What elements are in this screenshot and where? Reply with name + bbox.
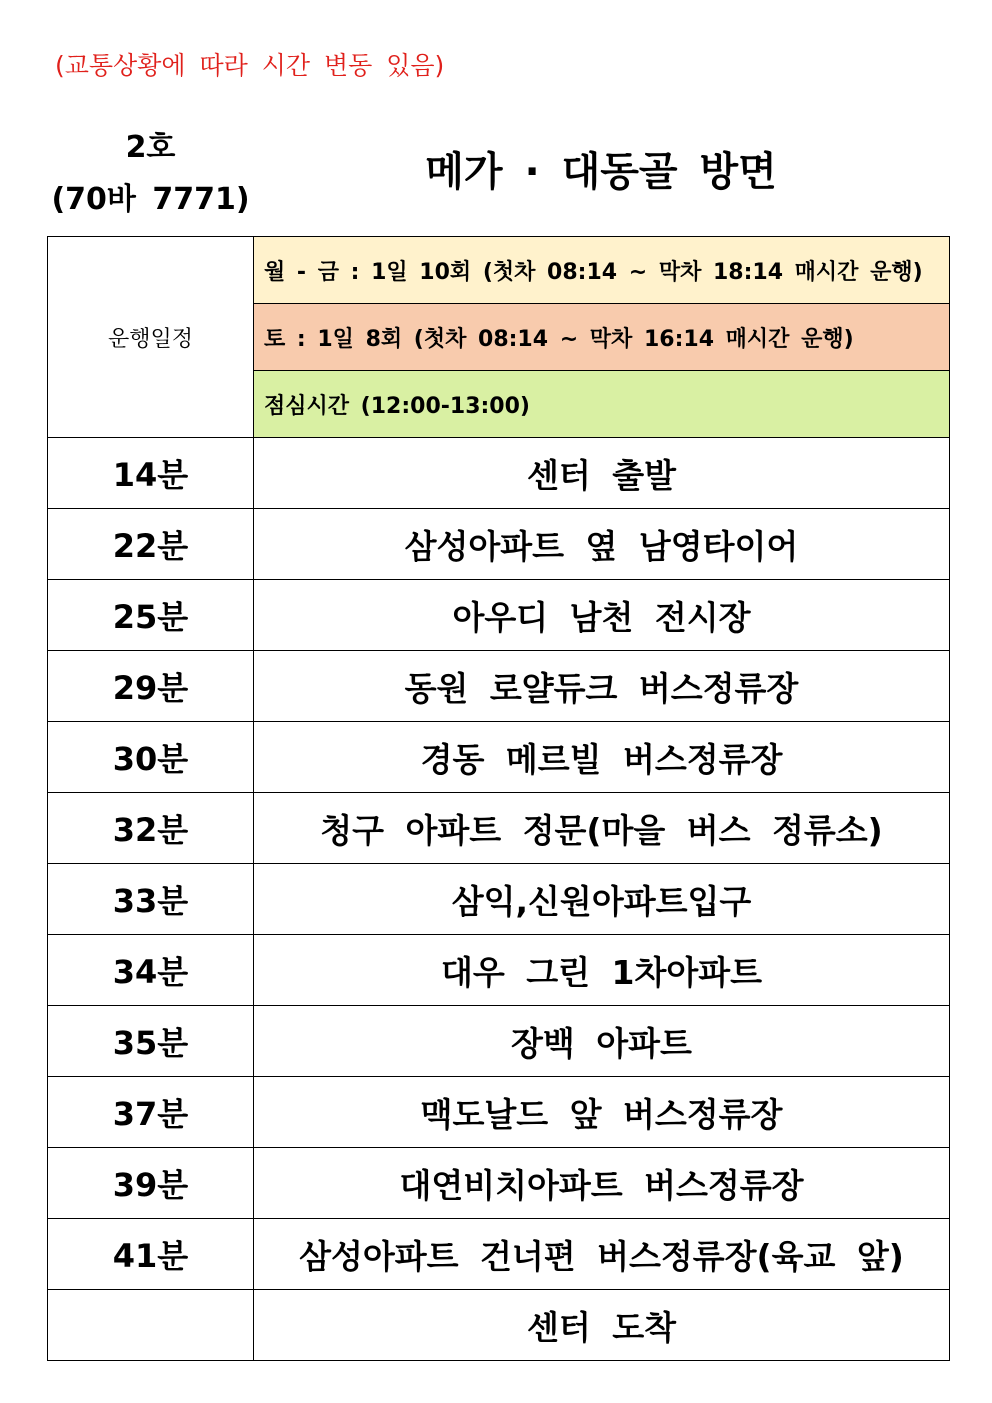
stop-time: 32분 <box>48 793 254 864</box>
stop-name: 센터 출발 <box>254 438 950 509</box>
schedule-label: 운행일정 <box>48 237 254 438</box>
stop-name: 경동 메르빌 버스정류장 <box>254 722 950 793</box>
stop-time: 37분 <box>48 1077 254 1148</box>
stop-time: 14분 <box>48 438 254 509</box>
stop-name: 장백 아파트 <box>254 1006 950 1077</box>
stop-row <box>48 651 950 722</box>
stop-time: 39분 <box>48 1148 254 1219</box>
stop-name: 동원 로얄듀크 버스정류장 <box>254 651 950 722</box>
stop-row <box>48 1148 950 1219</box>
schedule-body <box>48 237 950 438</box>
schedule-table <box>47 236 950 1361</box>
stop-time: 34분 <box>48 935 254 1006</box>
bus-number: 2호 <box>125 130 176 165</box>
stop-name: 센터 도착 <box>254 1290 950 1361</box>
stops-body <box>48 438 950 1361</box>
stop-row <box>48 722 950 793</box>
stop-name: 맥도날드 앞 버스정류장 <box>254 1077 950 1148</box>
stop-row <box>48 509 950 580</box>
stop-time: 25분 <box>48 580 254 651</box>
stop-name: 대연비치아파트 버스정류장 <box>254 1148 950 1219</box>
stop-time: 30분 <box>48 722 254 793</box>
stop-row <box>48 1290 950 1361</box>
stop-row <box>48 1006 950 1077</box>
stop-row <box>48 438 950 509</box>
stop-row <box>48 864 950 935</box>
stop-name: 삼익,신원아파트입구 <box>254 864 950 935</box>
stop-name: 대우 그린 1차아파트 <box>254 935 950 1006</box>
stop-row <box>48 935 950 1006</box>
stop-time: 41분 <box>48 1219 254 1290</box>
stop-row <box>48 580 950 651</box>
stop-row <box>48 1219 950 1290</box>
bus-plate: (70바 7771) <box>51 182 250 217</box>
lunch-time: 점심시간 (12:00-13:00) <box>254 371 950 438</box>
stop-row <box>48 1077 950 1148</box>
stop-row <box>48 793 950 864</box>
stop-time: 35분 <box>48 1006 254 1077</box>
weekday-schedule: 월 - 금 : 1일 10회 (첫차 08:14 ~ 막차 18:14 매시간 운행) <box>254 237 950 304</box>
schedule-info-row <box>48 237 950 304</box>
stop-time: 22분 <box>48 509 254 580</box>
stop-time <box>48 1290 254 1361</box>
stop-time: 29분 <box>48 651 254 722</box>
stop-name: 삼성아파트 건너편 버스정류장(육교 앞) <box>254 1219 950 1290</box>
stop-time: 33분 <box>48 864 254 935</box>
stop-name: 삼성아파트 옆 남영타이어 <box>254 509 950 580</box>
stop-name: 청구 아파트 정문(마을 버스 정류소) <box>254 793 950 864</box>
traffic-notice: (교통상황에 따라 시간 변동 있음) <box>55 51 445 80</box>
stop-name: 아우디 남천 전시장 <box>254 580 950 651</box>
saturday-schedule: 토 : 1일 8회 (첫차 08:14 ~ 막차 16:14 매시간 운행) <box>254 304 950 371</box>
route-title: 메가 · 대동골 방면 <box>425 149 777 195</box>
